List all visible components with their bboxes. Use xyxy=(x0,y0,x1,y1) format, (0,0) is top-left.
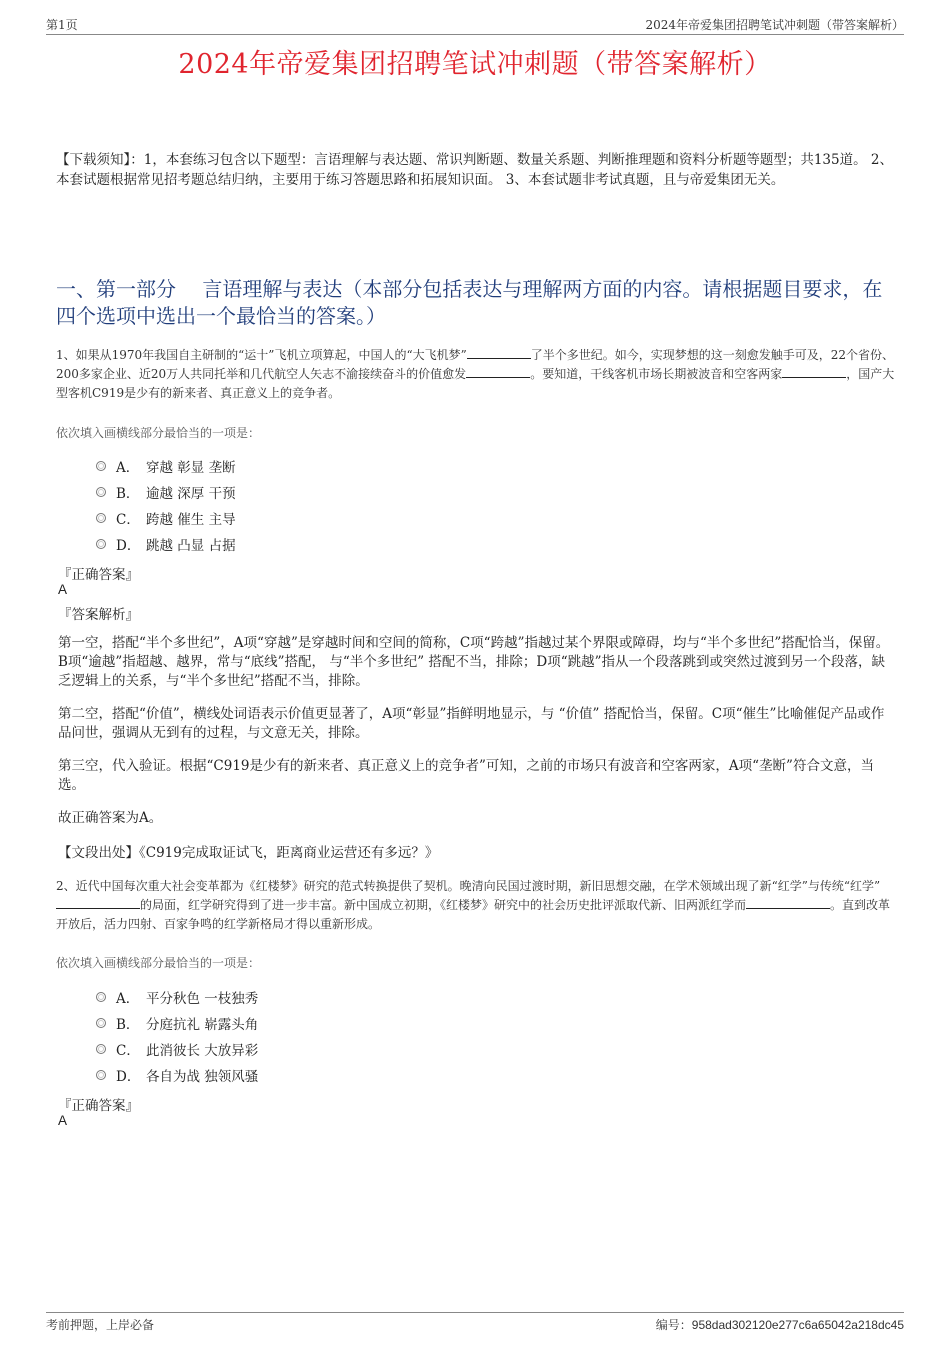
correct-answer-label: 『正确答案』 xyxy=(58,1098,139,1114)
radio-icon[interactable] xyxy=(96,539,106,549)
question-1-text: 1、如果从1970年我国自主研制的“运十”飞机立项算起，中国人的“大飞机梦” 了半个多世纪。如今，实现梦想的这一刻愈发触手可及，22个省份、200多家企业、近20万人共同托举和几代航空人矢志不渝接续奋斗的价值愈发 。要知道，干线客机市场长期被波音和空客两家 ，国产大型客机C919是少有的新来者、真正意义上的竞争者。 xyxy=(56,348,895,400)
answer-blank xyxy=(56,896,140,909)
option-a[interactable]: A． 平分秋色 一枝独秀 xyxy=(96,984,496,1010)
correct-answer-label: 『正确答案』 xyxy=(58,567,139,583)
source-citation: 【文段出处】《C919完成取证试飞，距离商业运营还有多远？》 xyxy=(58,845,439,861)
option-c[interactable]: C． 此消彼长 大放异彩 xyxy=(96,1036,496,1062)
option-a[interactable]: A． 穿越 彰显 垄断 xyxy=(96,453,496,479)
option-b[interactable]: B． 逾越 深厚 干预 xyxy=(96,479,496,505)
download-notice: 【下载须知】：1，本套练习包含以下题型：言语理解与表达题、常识判断题、数量关系题、判断推理题和资料分析题等题型；共135道。 2、本套试题根据常见招考题总结归纳，主要用于练习答题思路和拓展知识面。 3、本套试题非考试真题，且与帝爱集团无关。 xyxy=(56,152,893,188)
footer-slogan: 考前押题，上岸必备 xyxy=(46,1318,155,1332)
radio-icon[interactable] xyxy=(96,1044,106,1054)
analysis-paragraph: 第二空，搭配“价值”，横线处词语表示价值更显著了，A项“彰显”指鲜明地显示，与 “价值” 搭配恰当，保留。C项“催生”比喻催促产品或作品问世，强调从无到有的过程，与文意无关，排除。 xyxy=(58,706,885,741)
question-2-prompt: 依次填入画横线部分最恰当的一项是： xyxy=(56,956,261,970)
answer-blank xyxy=(746,896,830,909)
question-2-options xyxy=(96,984,496,1088)
question-2-text: 2、近代中国每次重大社会变革都为《红楼梦》研究的范式转换提供了契机。晚清向民国过渡时期，新旧思想交融，在学术领域出现了新“红学”与传统“红学”的局面，红学研究得到了进一步丰富。新中国成立初期，《红楼梦》研究中的社会历史批评派取代新、旧两派红学而 。直到改革开放后，活力四射、百家争鸣的红学新格局才得以重新形成。 xyxy=(56,879,891,931)
header-doc-title: 2024年帝爱集团招聘笔试冲刺题（带答案解析） xyxy=(645,18,904,32)
page-footer xyxy=(46,1312,904,1335)
page-number: 第1页 xyxy=(46,18,78,32)
answer-blank xyxy=(466,365,530,378)
radio-icon[interactable] xyxy=(96,1070,106,1080)
answer-blank xyxy=(467,346,531,359)
correct-answer: A xyxy=(58,1113,68,1128)
section-heading: 一、第一部分 言语理解与表达（本部分包括表达与理解两方面的内容。请根据题目要求，在四个选项中选出一个最恰当的答案。） xyxy=(56,277,883,328)
radio-icon[interactable] xyxy=(96,487,106,497)
correct-answer: A xyxy=(58,582,68,597)
option-c[interactable]: C． 跨越 催生 主导 xyxy=(96,505,496,531)
radio-icon[interactable] xyxy=(96,992,106,1002)
option-d[interactable]: D． 各自为战 独领风骚 xyxy=(96,1062,496,1088)
option-b[interactable]: B． 分庭抗礼 崭露头角 xyxy=(96,1010,496,1036)
radio-icon[interactable] xyxy=(96,513,106,523)
radio-icon[interactable] xyxy=(96,461,106,471)
analysis-paragraph: 第一空，搭配“半个多世纪”，A项“穿越”是穿越时间和空间的简称，C项“跨越”指越过某个界限或障碍，均与“半个多世纪”搭配恰当，保留。B项“逾越”指超越、越界，常与“底线”搭配， 与“半个多世纪” 搭配不当，排除；D项“跳越”指从一个段落跳到或突然过渡到另一个段落，缺乏逻辑上的关系，与“半个多世纪”搭配不当，排除。 xyxy=(58,635,890,689)
analysis-label: 『答案解析』 xyxy=(58,607,139,623)
page-header xyxy=(46,14,904,35)
question-1-prompt: 依次填入画横线部分最恰当的一项是： xyxy=(56,426,261,440)
analysis-conclusion: 故正确答案为A。 xyxy=(58,810,163,826)
option-d[interactable]: D． 跳越 凸显 占据 xyxy=(96,531,496,557)
radio-icon[interactable] xyxy=(96,1018,106,1028)
footer-code: 编号：958dad302120e277c6a65042a218dc45 xyxy=(655,1318,904,1332)
answer-blank xyxy=(782,365,846,378)
page-title: 2024年帝爱集团招聘笔试冲刺题（带答案解析） xyxy=(178,49,772,80)
analysis-paragraph: 第三空，代入验证。根据“C919是少有的新来者、真正意义上的竞争者”可知，之前的市场只有波音和空客两家，A项“垄断”符合文意，当选。 xyxy=(58,758,874,793)
question-1-options xyxy=(96,453,496,557)
